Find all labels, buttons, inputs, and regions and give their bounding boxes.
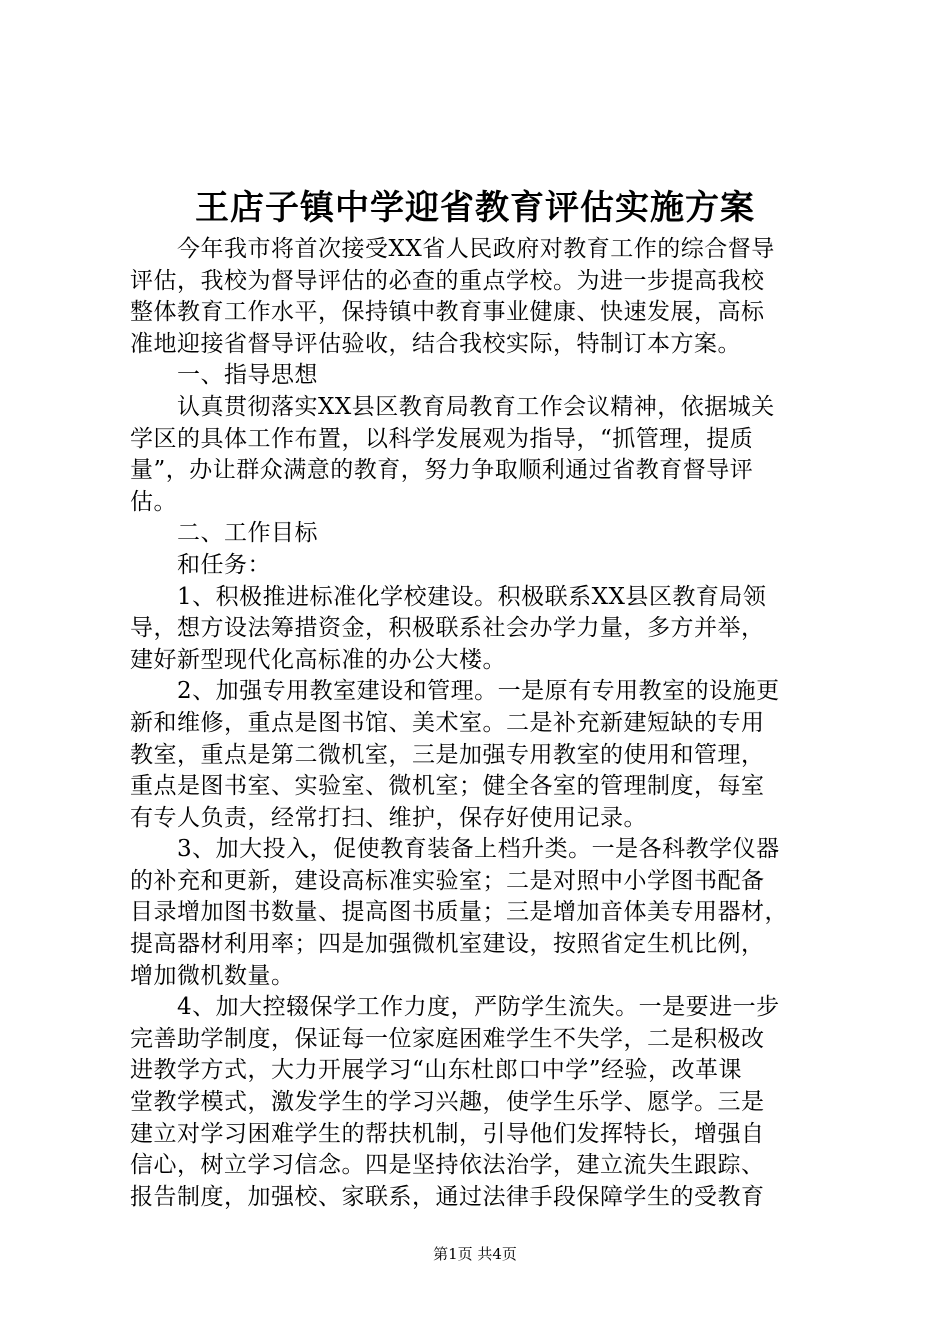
body-line: 堂教学模式，激发学生的学习兴趣，使学生乐学、愿学。三是 xyxy=(130,1089,765,1116)
body-line: 2、加强专用教室建设和管理。一是原有专用教室的设施更 xyxy=(130,678,780,705)
section-heading: 一、指导思想 xyxy=(130,362,318,389)
body-line: 估。 xyxy=(130,488,177,515)
body-line: 导，想方设法筹措资金，积极联系社会办学力量，多方并举， xyxy=(130,615,765,642)
body-line: 整体教育工作水平，保持镇中教育事业健康、快速发展，高标 xyxy=(130,299,765,326)
body-line: 4、加大控辍保学工作力度，严防学生流失。一是要进一步 xyxy=(130,994,780,1021)
body-line: 学区的具体工作布置，以科学发展观为指导，“抓管理，提质 xyxy=(130,425,754,452)
body-line: 新和维修，重点是图书馆、美术室。二是补充新建短缺的专用 xyxy=(130,709,765,736)
document-body xyxy=(130,234,830,1213)
document-title: 王店子镇中学迎省教育评估实施方案 xyxy=(195,188,755,228)
body-line: 教室，重点是第二微机室，三是加强专用教室的使用和管理， xyxy=(130,741,765,768)
body-line: 有专人负责，经常打扫、维护，保存好使用记录。 xyxy=(130,804,647,831)
body-line: 今年我市将首次接受XX省人民政府对教育工作的综合督导 xyxy=(130,236,775,262)
body-line: 报告制度，加强校、家联系，通过法律手段保障学生的受教育 xyxy=(130,1183,765,1210)
body-line: 目录增加图书数量、提高图书质量；三是增加音体美专用器材， xyxy=(130,899,788,926)
body-line: 建好新型现代化高标准的办公大楼。 xyxy=(130,646,506,673)
body-line: 量”，办让群众满意的教育，努力争取顺利通过省教育督导评 xyxy=(130,457,754,484)
body-line: 增加微机数量。 xyxy=(130,962,295,989)
body-line: 建立对学习困难学生的帮扶机制，引导他们发挥特长，增强自 xyxy=(130,1120,765,1147)
body-line: 评估，我校为督导评估的必查的重点学校。为进一步提高我校 xyxy=(130,267,765,294)
body-line: 准地迎接省督导评估验收，结合我校实际，特制订本方案。 xyxy=(130,330,741,357)
body-line: 完善助学制度，保证每一位家庭困难学生不失学，二是积极改 xyxy=(130,1025,765,1052)
body-line: 和任务： xyxy=(130,551,271,578)
body-line: 3、加大投入，促使教育装备上档升类。一是各科教学仪器 xyxy=(130,836,780,863)
body-line: 重点是图书室、实验室、微机室；健全各室的管理制度，每室 xyxy=(130,773,765,800)
body-line: 认真贯彻落实XX县区教育局教育工作会议精神，依据城关 xyxy=(130,393,775,420)
section-heading: 二、工作目标 xyxy=(130,520,318,547)
body-line: 的补充和更新，建设高标准实验室；二是对照中小学图书配备 xyxy=(130,867,765,894)
body-line: 提高器材利用率；四是加强微机室建设，按照省定生机比例， xyxy=(130,931,765,958)
body-line: 进教学方式，大力开展学习“山东杜郎口中学”经验，改革课 xyxy=(130,1057,743,1084)
body-line: 1、积极推进标准化学校建设。积极联系XX县区教育局领 xyxy=(130,583,767,610)
page-number-footer: 第1页 共4页 xyxy=(433,1245,517,1263)
body-line: 信心，树立学习信念。四是坚持依法治学，建立流失生跟踪、 xyxy=(130,1152,765,1179)
